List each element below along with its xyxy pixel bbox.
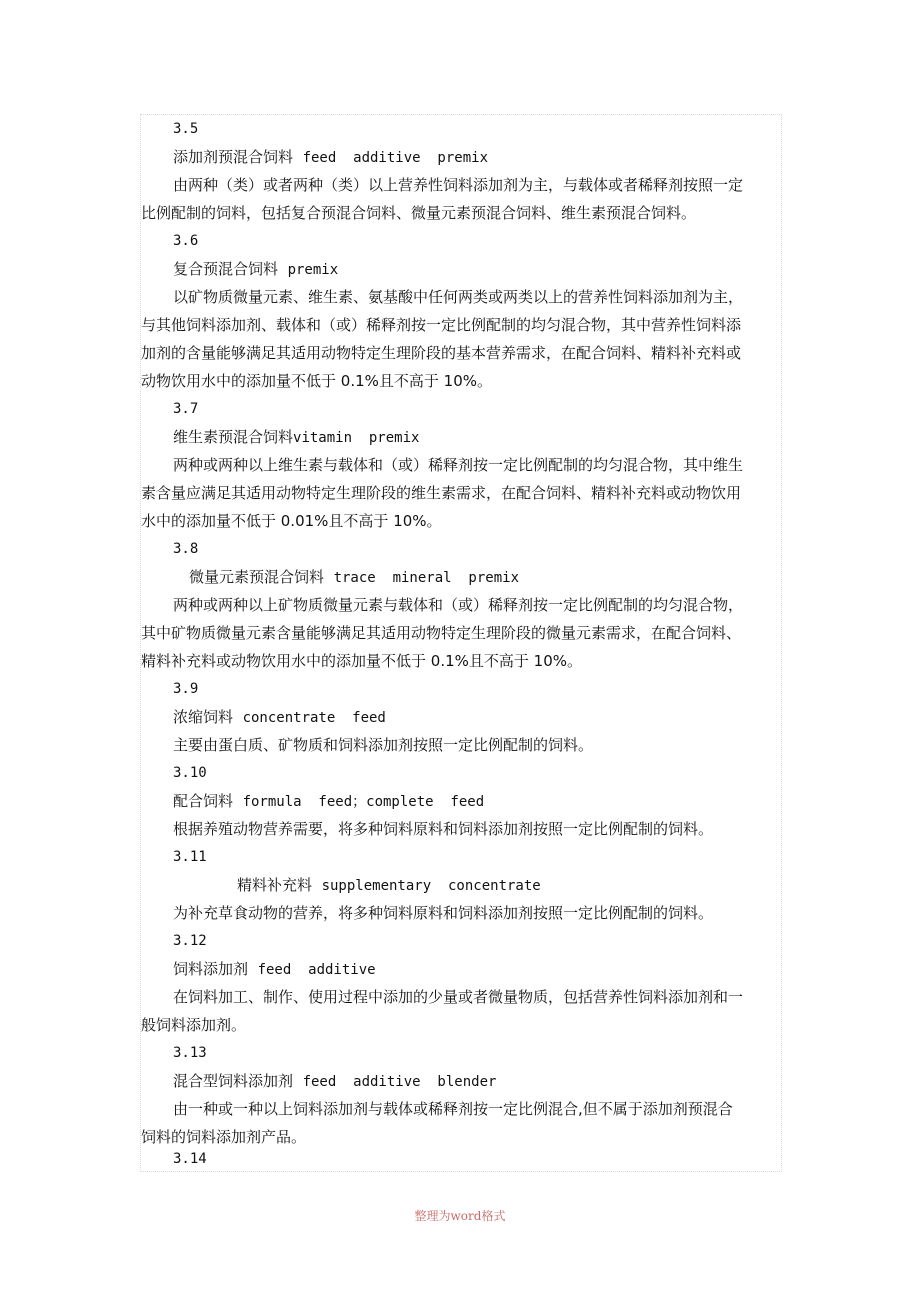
term-heading — [141, 871, 781, 899]
section-number: 3.10 — [173, 765, 207, 781]
definition — [141, 731, 781, 759]
definition-line: 饲料的饲料添加剂产品。 — [141, 1128, 307, 1146]
definition-line: 素含量应满足其适用动物特定生理阶段的维生素需求，在配合饲料、精料补充料或动物饮用 — [141, 484, 742, 502]
definition-line: 两种或两种以上矿物质微量元素与载体和（或）稀释剂按一定比例配制的均匀混合物， — [173, 596, 744, 614]
definition-line: 其中矿物质微量元素含量能够满足其适用动物特定生理阶段的微量元素需求，在配合饲料、 — [141, 624, 742, 642]
definition — [141, 171, 781, 227]
definition-line: 以矿物质微量元素、维生素、氨基酸中任何两类或两类以上的营养性饲料添加剂为主， — [173, 288, 744, 306]
definition-line: 加剂的含量能够满足其适用动物特定生理阶段的基本营养需求，在配合饲料、精料补充料或 — [141, 344, 742, 362]
definition — [141, 283, 781, 395]
definition-line: 与其他饲料添加剂、载体和（或）稀释剂按一定比例配制的均匀混合物，其中营养性饲料添 — [141, 316, 742, 334]
term-heading — [141, 563, 781, 591]
definition-line: 根据养殖动物营养需要，将多种饲料原料和饲料添加剂按照一定比例配制的饲料。 — [173, 820, 714, 838]
term-zh: 精料补充料 — [237, 876, 313, 894]
term-en: premix — [287, 262, 339, 278]
definition-line: 般饲料添加剂。 — [141, 1016, 247, 1034]
term-zh: 维生素预混合饲料 — [173, 428, 294, 446]
definition — [141, 451, 781, 535]
section-number: 3.6 — [173, 233, 199, 249]
term-en: feed additive premix — [302, 150, 488, 166]
definition — [141, 983, 781, 1039]
page-footer: 整理为word格式 — [414, 1209, 506, 1223]
section-number: 3.13 — [173, 1045, 207, 1061]
definition-line: 在饲料加工、制作、使用过程中添加的少量或者微量物质，包括营养性饲料添加剂和一 — [173, 988, 744, 1006]
definition — [141, 899, 781, 927]
definition-line: 比例配制的饲料，包括复合预混合饲料、微量元素预混合饲料、维生素预混合饲料。 — [141, 204, 697, 222]
term-heading — [141, 1067, 781, 1095]
term-heading — [141, 143, 781, 171]
definition-line: 由一种或一种以上饲料添加剂与载体或稀释剂按一定比例混合,但不属于添加剂预混合 — [173, 1100, 733, 1118]
term-en: formula feed；complete feed — [242, 794, 485, 810]
definition-line: 精料补充料或动物饮用水中的添加量不低于 0.1%且不高于 10%。 — [141, 652, 582, 670]
document-body — [140, 114, 782, 1172]
term-zh: 混合型饲料添加剂 — [173, 1072, 294, 1090]
definition — [141, 1095, 781, 1151]
term-zh: 添加剂预混合饲料 — [173, 148, 294, 166]
section-number: 3.11 — [173, 849, 207, 865]
term-heading — [141, 703, 781, 731]
term-en: trace mineral premix — [333, 570, 519, 586]
term-en: vitamin premix — [293, 430, 420, 446]
definition-line: 动物饮用水中的添加量不低于 0.1%且不高于 10%。 — [141, 372, 492, 390]
term-heading — [141, 423, 781, 451]
section-number: 3.7 — [173, 401, 199, 417]
term-zh: 浓缩饲料 — [173, 708, 234, 726]
term-zh: 微量元素预混合饲料 — [189, 568, 325, 586]
section-number: 3.8 — [173, 541, 199, 557]
term-zh: 复合预混合饲料 — [173, 260, 279, 278]
definition-line: 为补充草食动物的营养，将多种饲料原料和饲料添加剂按照一定比例配制的饲料。 — [173, 904, 714, 922]
term-en: supplementary concentrate — [321, 878, 541, 894]
term-heading — [141, 787, 781, 815]
definition-line: 两种或两种以上维生素与载体和（或）稀释剂按一定比例配制的均匀混合物，其中维生 — [173, 456, 744, 474]
section-number: 3.14 — [173, 1151, 207, 1167]
term-zh: 配合饲料 — [173, 792, 234, 810]
definition — [141, 591, 781, 675]
definition-line: 主要由蛋白质、矿物质和饲料添加剂按照一定比例配制的饲料。 — [173, 736, 594, 754]
term-zh: 饲料添加剂 — [173, 960, 249, 978]
term-en: feed additive — [257, 962, 376, 978]
term-heading — [141, 955, 781, 983]
definition-line: 由两种（类）或者两种（类）以上营养性饲料添加剂为主，与载体或者稀释剂按照一定 — [173, 176, 744, 194]
term-en: concentrate feed — [242, 710, 386, 726]
definition-line: 水中的添加量不低于 0.01%且不高于 10%。 — [141, 512, 442, 530]
section-number: 3.12 — [173, 933, 207, 949]
definition — [141, 815, 781, 843]
section-number: 3.5 — [173, 121, 199, 137]
term-heading — [141, 255, 781, 283]
term-en: feed additive blender — [302, 1074, 497, 1090]
section-number: 3.9 — [173, 681, 199, 697]
